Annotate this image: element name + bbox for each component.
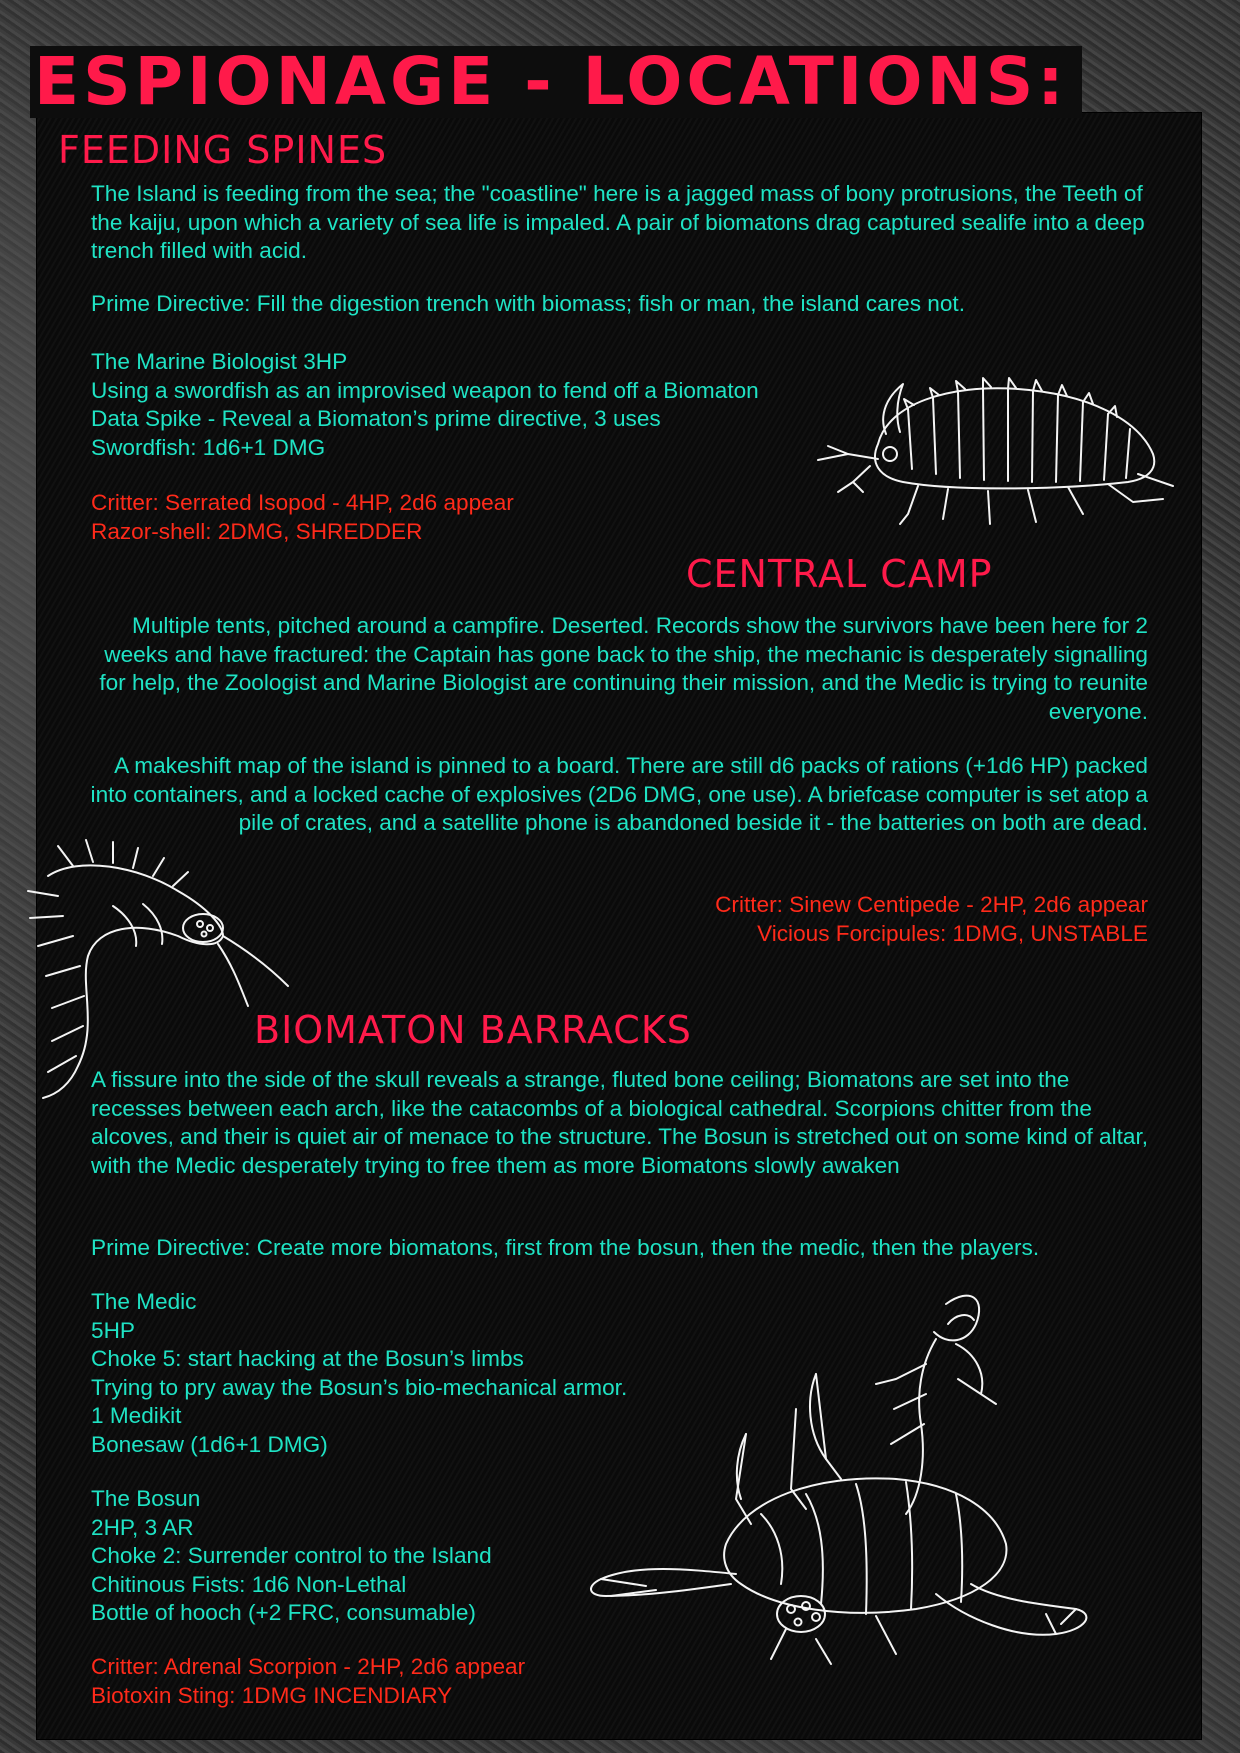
critter-attack: Biotoxin Sting: 1DMG INCENDIARY — [91, 1682, 453, 1708]
npc-line: Bottle of hooch (+2 FRC, consumable) — [91, 1600, 476, 1625]
npc-line: Swordfish: 1d6+1 DMG — [91, 434, 326, 460]
central-camp-paragraph-1: Multiple tents, pitched around a campfire. Deserted. Records show the survivors have been here for 2 weeks and have fractured: the Captain has gone back to the ship, the mechanic is desperately signalling for help, the Zoologist and Marine Biologist are continuing their mission, and the Medic is trying to reunite everyone. — [99, 613, 1148, 724]
biomaton-barracks-directive: Prime Directive: Create more biomatons, first from the bosun, then the medic, then the players. — [91, 1235, 1040, 1260]
npc-line: 5HP — [91, 1317, 135, 1343]
isopod-illustration — [808, 374, 1178, 534]
critter-serrated-isopod — [91, 489, 514, 546]
critter-adrenal-scorpion — [91, 1653, 525, 1710]
npc-line: Choke 5: start hacking at the Bosun’s limbs — [91, 1346, 524, 1371]
biomaton-barracks-description: A fissure into the side of the skull reveals a strange, fluted bone ceiling; Biomatons are set into the recesses between each arch, like the catacombs of a biological cathedral. Scorpions chitter from the alcoves, and their is quiet air of menace to the structure. The Bosun is stretched out on some kind of altar, with the Medic desperately trying to free them as more Biomatons slowly awaken — [91, 1067, 1149, 1178]
npc-medic — [91, 1288, 627, 1459]
npc-line: Bonesaw (1d6+1 DMG) — [91, 1431, 328, 1457]
npc-marine-biologist — [91, 348, 759, 462]
critter-attack: Razor-shell: 2DMG, SHREDDER — [91, 518, 423, 544]
central-camp-paragraph-2: A makeshift map of the island is pinned to a board. There are still d6 packs of rations (+1d6 HP) packed into containers, and a locked cache of explosives (2D6 DMG, one use). A briefcase computer is set atop a pile of crates, and a satellite phone is abandoned beside it - the batteries on both are dead. — [90, 753, 1148, 835]
section-heading-biomaton-barracks: BIOMATON BARRACKS — [254, 1008, 692, 1052]
npc-line: 1 Medikit — [91, 1403, 182, 1428]
critter-name: Critter: Serrated Isopod - 4HP, 2d6 appear — [91, 490, 514, 515]
npc-name: The Medic — [91, 1289, 197, 1314]
npc-line: Chitinous Fists: 1d6 Non-Lethal — [91, 1571, 407, 1597]
npc-name: The Marine Biologist 3HP — [91, 349, 348, 374]
npc-line: Trying to pry away the Bosun’s bio-mechanical armor. — [91, 1374, 628, 1400]
section-heading-feeding-spines: FEEDING SPINES — [58, 128, 388, 172]
npc-bosun — [91, 1485, 492, 1628]
critter-name: Critter: Sinew Centipede - 2HP, 2d6 appear — [715, 892, 1148, 917]
critter-name: Critter: Adrenal Scorpion - 2HP, 2d6 appear — [91, 1654, 526, 1679]
feeding-spines-directive: Prime Directive: Fill the digestion trench with biomass; fish or man, the island cares not. — [91, 291, 965, 316]
npc-line: Data Spike - Reveal a Biomaton’s prime directive, 3 uses — [91, 406, 661, 431]
critter-sinew-centipede — [560, 891, 1148, 948]
npc-line: Choke 2: Surrender control to the Island — [91, 1543, 492, 1568]
scorpion-illustration — [576, 1284, 1136, 1684]
page-title: ESPIONAGE - LOCATIONS: — [34, 43, 1068, 120]
npc-line: Using a swordfish as an improvised weapon to fend off a Biomaton — [91, 377, 759, 403]
section-heading-central-camp: CENTRAL CAMP — [686, 552, 993, 596]
feeding-spines-description: The Island is feeding from the sea; the "coastline" here is a jagged mass of bony protrusions, the Teeth of the kaiju, upon which a variety of sea life is impaled. A pair of biomatons drag captured sealife into a deep trench filled with acid. — [91, 181, 1145, 263]
critter-attack: Vicious Forcipules: 1DMG, UNSTABLE — [757, 920, 1148, 946]
npc-line: 2HP, 3 AR — [91, 1514, 194, 1540]
npc-name: The Bosun — [91, 1486, 201, 1511]
